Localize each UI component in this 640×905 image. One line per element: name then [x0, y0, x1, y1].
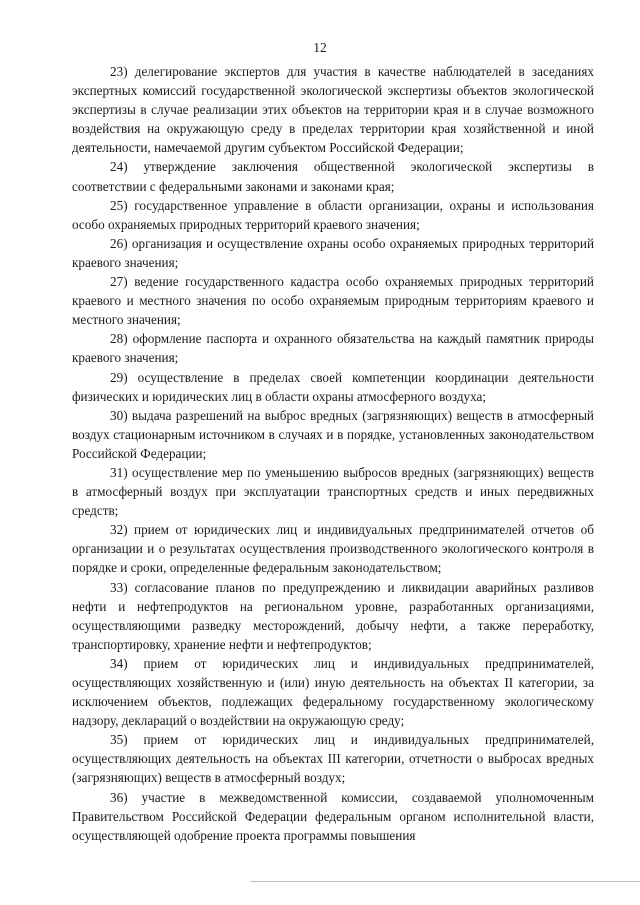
- list-item: 31) осуществление мер по уменьшению выбросов вредных (загрязняющих) веществ в атмосферный воздух при эксплуатации транспортных средств и иных передвижных средств;: [72, 464, 594, 519]
- list-item: 25) государственное управление в области организации, охраны и использования особо охраняемых природных территорий краевого значения;: [72, 197, 594, 232]
- list-item: 29) осуществление в пределах своей компетенции координации деятельности физических и юридических лиц в области охраны атмосферного воздуха;: [72, 369, 594, 404]
- document-body: [72, 62, 594, 845]
- list-item: 32) прием от юридических лиц и индивидуальных предпринимателей отчетов об организации и о результатах осуществления производственного экологического контроля в порядке и сроки, определенные федеральным законодательством;: [72, 522, 594, 576]
- list-item: 27) ведение государственного кадастра особо охраняемых природных территорий краевого и местного значения по особо охраняемым природным территориям краевого и местного значения;: [72, 274, 594, 328]
- list-item: 34) прием от юридических лиц и индивидуальных предпринимателей, осуществляющих хозяйственную и (или) иную деятельность на объектах II категории, за исключением объектов, подлежащих федеральному государственному экологическому надзору, деклараций о воздействии на окружающую среду;: [72, 655, 594, 729]
- list-item: 33) согласование планов по предупреждению и ликвидации аварийных разливов нефти и нефтепродуктов на региональном уровне, разработанных организациями, осуществляющими разведку месторождений, добычу нефти, а также переработку, транспортировку, хранение нефти и нефтепродуктов;: [72, 579, 594, 652]
- list-item: 26) организация и осуществление охраны особо охраняемых природных территорий краевого значения;: [72, 235, 594, 270]
- scan-edge-line: [250, 881, 640, 882]
- list-item: 28) оформление паспорта и охранного обязательства на каждый памятник природы краевого значения;: [72, 331, 594, 366]
- page-number: 12: [313, 40, 327, 55]
- list-item: 36) участие в межведомственной комиссии, создаваемой уполномоченным Правительством Российской Федерации федеральным органом исполнительной власти, осуществляющей одобрение проекта программы повышения: [72, 789, 594, 843]
- list-item: 24) утверждение заключения общественной экологической экспертизы в соответствии с федеральными законами и законами края;: [72, 159, 594, 194]
- list-item: 23) делегирование экспертов для участия в качестве наблюдателей в заседаниях экспертных комиссий государственной экологической экспертизы объектов экологической экспертизы в случае реализации этих объектов на территории края и в случае возможного воздействия на окружающую среду в пределах территории края хозяйственной и иной деятельности, намечаемой другим субъектом Российской Федерации;: [72, 64, 594, 156]
- list-item: 30) выдача разрешений на выброс вредных (загрязняющих) веществ в атмосферный воздух стационарным источником в случаях и в порядке, установленных законодательством Российской Федерации;: [72, 407, 594, 461]
- list-item: 35) прием от юридических лиц и индивидуальных предпринимателей, осуществляющих деятельность на объектах III категории, отчетности о выбросах вредных (загрязняющих) веществ в атмосферный воздух;: [72, 732, 594, 786]
